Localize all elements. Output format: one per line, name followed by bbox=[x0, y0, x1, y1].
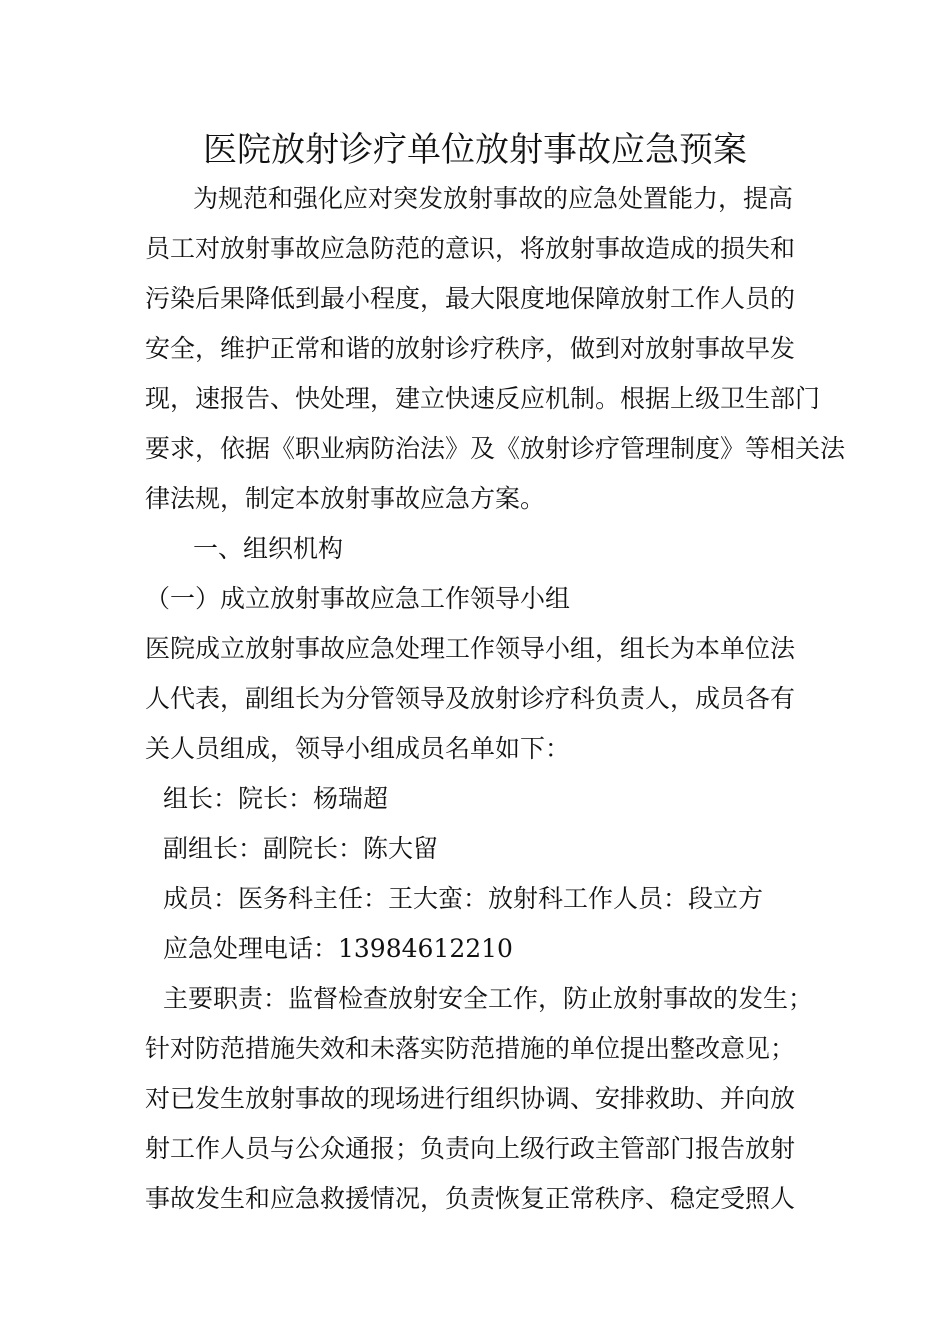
paragraph-line: 现，速报告、快处理，建立快速反应机制。根据上级卫生部门 bbox=[145, 384, 821, 413]
emergency-phone-line: 应急处理电话：13984612210 bbox=[163, 934, 513, 963]
member-line-deputy: 副组长：副院长：陈大留 bbox=[163, 834, 439, 863]
paragraph-line: 针对防范措施失效和未落实防范措施的单位提出整改意见； bbox=[145, 1034, 796, 1063]
paragraph-line: 对已发生放射事故的现场进行组织协调、安排救助、并向放 bbox=[145, 1084, 796, 1113]
paragraph-line: 要求，依据《职业病防治法》及《放射诊疗管理制度》等相关法 bbox=[145, 434, 846, 463]
paragraph-line: 安全，维护正常和谐的放射诊疗秩序，做到对放射事故早发 bbox=[145, 334, 796, 363]
paragraph-line: 员工对放射事故应急防范的意识，将放射事故造成的损失和 bbox=[145, 234, 796, 263]
member-line-leader: 组长：院长：杨瑞超 bbox=[163, 784, 389, 813]
paragraph-line: 事故发生和应急救援情况，负责恢复正常秩序、稳定受照人 bbox=[145, 1184, 796, 1213]
paragraph-line: 关人员组成，领导小组成员名单如下： bbox=[145, 734, 571, 763]
document-title: 医院放射诊疗单位放射事故应急预案 bbox=[203, 130, 747, 170]
paragraph-line: 人代表，副组长为分管领导及放射诊疗科负责人，成员各有 bbox=[145, 684, 796, 713]
section-heading: 一、组织机构 bbox=[193, 534, 344, 563]
responsibilities-line: 主要职责：监督检查放射安全工作，防止放射事故的发生； bbox=[163, 984, 814, 1013]
paragraph-line: 为规范和强化应对突发放射事故的应急处置能力，提高 bbox=[193, 184, 794, 213]
paragraph-line: 污染后果降低到最小程度，最大限度地保障放射工作人员的 bbox=[145, 284, 796, 313]
paragraph-line: 医院成立放射事故应急处理工作领导小组，组长为本单位法 bbox=[145, 634, 796, 663]
paragraph-line: 律法规，制定本放射事故应急方案。 bbox=[145, 484, 546, 513]
paragraph-line: 射工作人员与公众通报；负责向上级行政主管部门报告放射 bbox=[145, 1134, 796, 1163]
member-line-members: 成员：医务科主任：王大蛮：放射科工作人员：段立方 bbox=[163, 884, 764, 913]
subsection-heading: （一）成立放射事故应急工作领导小组 bbox=[145, 584, 571, 613]
